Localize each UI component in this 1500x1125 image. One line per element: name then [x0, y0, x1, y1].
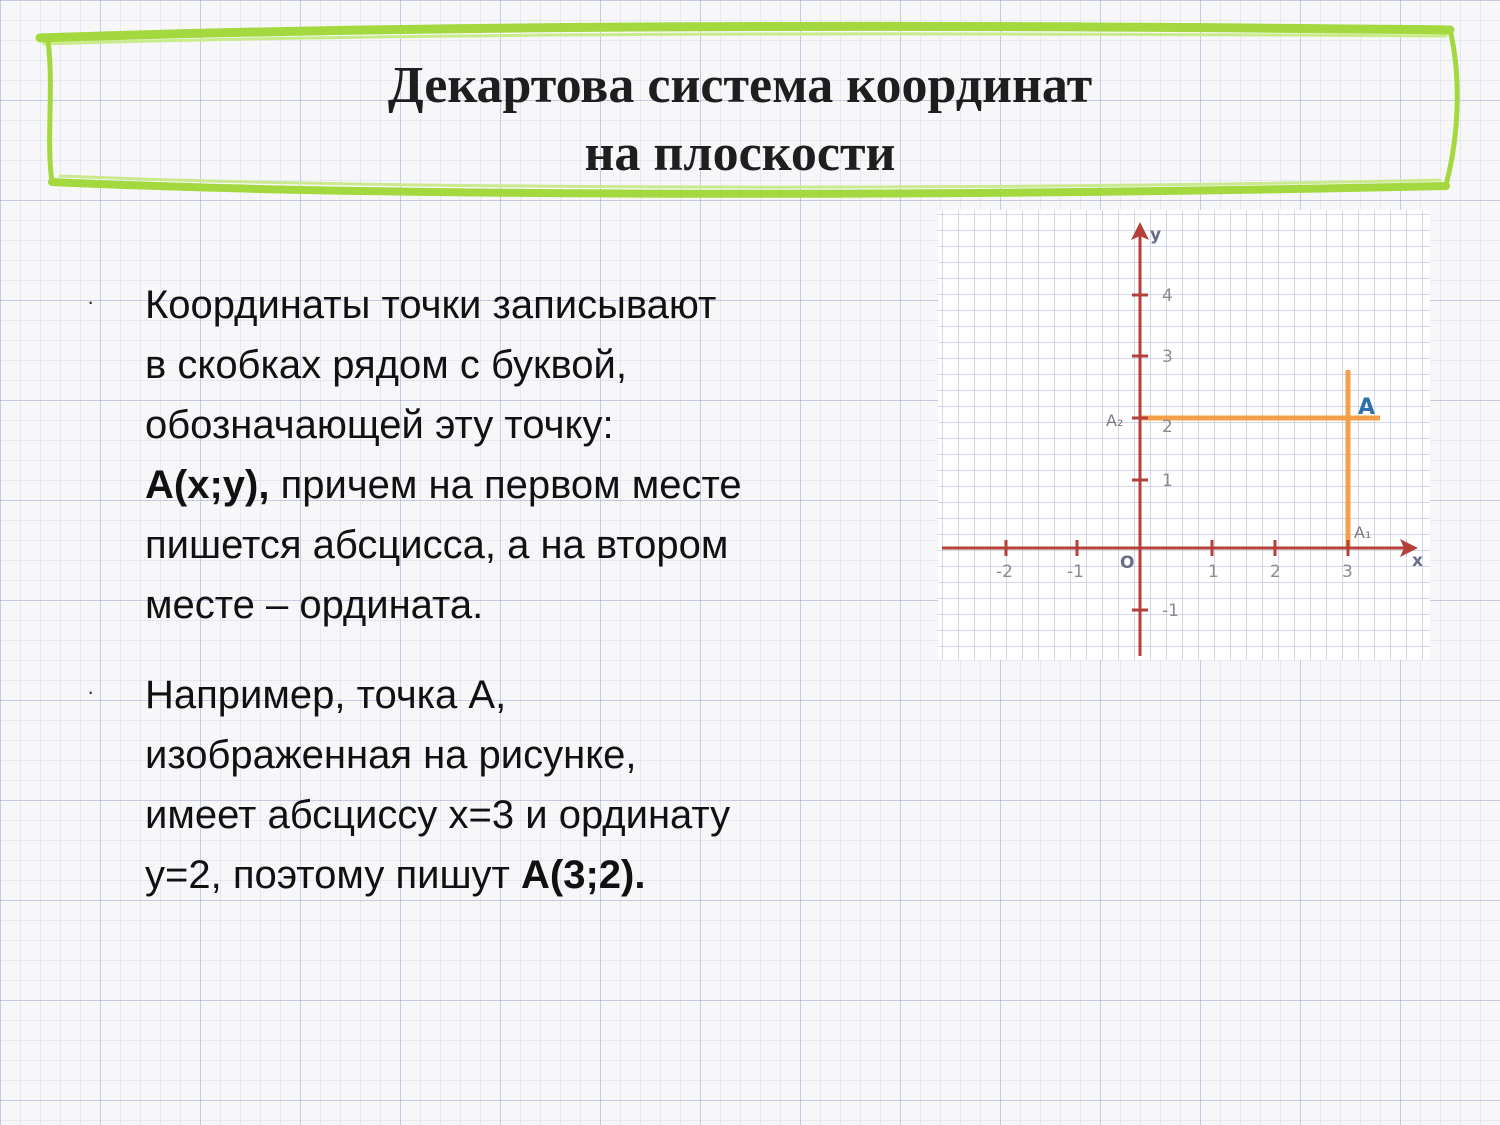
- bullet-text-1: [145, 275, 925, 635]
- projection-y-label: A₂: [1106, 411, 1124, 430]
- title-line-1: Декартова система координат: [387, 57, 1093, 114]
- bullet-marker-2: ·: [87, 679, 95, 704]
- text-line: месте – ордината.: [145, 583, 484, 627]
- text-fragment: y=2, поэтому пишут: [145, 853, 521, 897]
- text-line: [145, 845, 925, 905]
- y-tick-label: -1: [1162, 601, 1179, 621]
- x-axis-label: x: [1412, 551, 1423, 571]
- notation-bold: A(x;y),: [145, 463, 270, 507]
- y-tick-label: 1: [1162, 471, 1173, 491]
- y-tick-label: 4: [1162, 286, 1173, 306]
- y-axis-label: y: [1150, 225, 1162, 245]
- coordinate-plane: [938, 210, 1430, 660]
- bullet-marker-1: ·: [87, 289, 95, 314]
- point-a-label: A: [1358, 395, 1376, 420]
- text-fragment: причем на первом месте: [269, 463, 742, 507]
- text-line: Например, точка А,: [145, 673, 507, 717]
- example-bold: A(3;2).: [520, 853, 646, 897]
- coordinate-plane-svg: [938, 210, 1430, 660]
- y-tick-label: 3: [1162, 347, 1173, 367]
- x-tick-label: 1: [1208, 562, 1219, 582]
- text-line: пишется абсцисса, а на втором: [145, 523, 729, 567]
- text-line: [145, 455, 925, 515]
- text-line: в скобках рядом с буквой,: [145, 343, 628, 387]
- bullet-text-2: [145, 665, 925, 905]
- x-tick-label: -1: [1067, 562, 1084, 582]
- x-tick-label: 3: [1342, 562, 1353, 582]
- projection-x-label: A₁: [1354, 523, 1372, 542]
- text-line: изображенная на рисунке,: [145, 733, 637, 777]
- y-tick-label: 2: [1162, 417, 1173, 437]
- text-line: Координаты точки записывают: [145, 283, 717, 327]
- title-line-2: на плоскости: [584, 125, 896, 182]
- text-line: имеет абсциссу x=3 и ординату: [145, 793, 731, 837]
- x-tick-label: 2: [1270, 562, 1281, 582]
- text-line: обозначающей эту точку:: [145, 403, 614, 447]
- origin-label: O: [1120, 553, 1135, 573]
- slide-title: [150, 52, 1330, 188]
- x-tick-label: -2: [996, 562, 1013, 582]
